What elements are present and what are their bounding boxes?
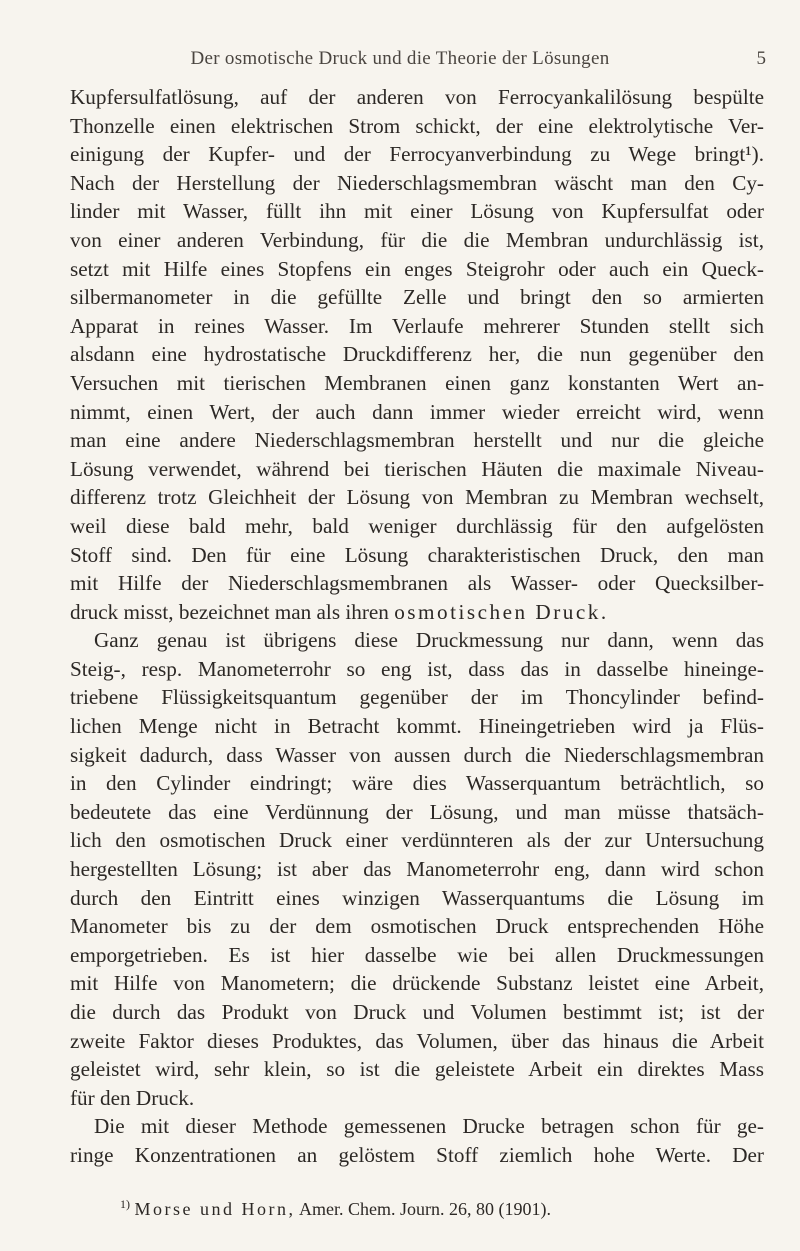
text-line: triebene Flüssigkeitsquantum gegenüber der im Thoncylinder befind- — [70, 685, 764, 710]
text-line-last: für den Druck. — [70, 1085, 195, 1110]
paragraph-1 — [70, 83, 764, 626]
footnote-marker: 1) — [120, 1197, 130, 1211]
text-line: von einer anderen Verbindung, für die die Membran undurchlässig ist, — [70, 227, 764, 252]
emphasized-term: osmotischen Druck. — [394, 599, 609, 624]
text-line: mit Hilfe der Niederschlagsmembranen als Wasser- oder Quecksilber- — [70, 571, 764, 596]
text-line: Versuchen mit tierischen Membranen einen ganz konstanten Wert an- — [70, 370, 764, 395]
text-line: silbermanometer in die gefüllte Zelle und bringt den so armierten — [70, 285, 764, 310]
paragraph-3 — [70, 1112, 764, 1169]
text-line: lich den osmotischen Druck einer verdünnteren als der zur Untersuchung — [70, 828, 764, 853]
text-line: durch den Eintritt eines winzigen Wasserquantums die Lösung im — [70, 885, 764, 910]
text-line: Stoff sind. Den für eine Lösung charakteristischen Druck, den man — [70, 542, 764, 567]
text-line: man eine andere Niederschlagsmembran herstellt und nur die gleiche — [70, 428, 764, 453]
footnote-authors: Morse und Horn, — [134, 1199, 296, 1219]
text-line: Lösung verwendet, während bei tierischen Häuten die maximale Niveau- — [70, 456, 764, 481]
text-line: Die mit dieser Methode gemessenen Drucke betragen schon für ge- — [94, 1114, 764, 1139]
text-line: bedeutete das eine Verdünnung der Lösung, und man müsse thatsäch- — [70, 799, 764, 824]
text-line: in den Cylinder eindringt; wäre dies Wasserquantum beträchtlich, so — [70, 771, 764, 796]
text-line: mit Hilfe von Manometern; die drückende Substanz leistet eine Arbeit, — [70, 971, 764, 996]
text-line-prefix: druck misst, bezeichnet man als ihren — [70, 599, 395, 624]
text-line: Thonzelle einen elektrischen Strom schickt, der eine elektrolytische Ver- — [70, 113, 764, 138]
running-header — [0, 48, 800, 78]
text-line: nimmt, einen Wert, der auch dann immer wieder erreicht wird, wenn — [70, 399, 764, 424]
body-text — [70, 83, 764, 1170]
text-line: Apparat in reines Wasser. Im Verlaufe mehrerer Stunden stellt sich — [70, 313, 764, 338]
text-line: linder mit Wasser, füllt ihn mit einer Lösung von Kupfersulfat oder — [70, 199, 764, 224]
text-line: setzt mit Hilfe eines Stopfens ein enges Steigrohr oder auch ein Queck- — [70, 256, 764, 281]
text-line: Ganz genau ist übrigens diese Druckmessung nur dann, wenn das — [94, 628, 764, 653]
paragraph-2 — [70, 626, 764, 1112]
text-line: einigung der Kupfer- und der Ferrocyanverbindung zu Wege bringt¹). — [70, 142, 764, 167]
text-line: geleistet wird, sehr klein, so ist die geleistete Arbeit ein direktes Mass — [70, 1057, 764, 1082]
text-line: differenz trotz Gleichheit der Lösung von Membran zu Membran wechselt, — [70, 485, 764, 510]
text-line: Steig-, resp. Manometerrohr so eng ist, dass das in dasselbe hineinge- — [70, 656, 764, 681]
footnote-citation: Amer. Chem. Journ. 26, 80 (1901). — [299, 1199, 551, 1219]
text-line: ringe Konzentrationen an gelöstem Stoff ziemlich hohe Werte. Der — [70, 1142, 764, 1167]
text-line: Kupfersulfatlösung, auf der anderen von Ferrocyankalilösung bespülte — [70, 85, 764, 109]
text-line: Nach der Herstellung der Niederschlagsmembran wäscht man den Cy- — [70, 170, 764, 195]
text-line-last — [70, 598, 764, 627]
text-line: weil diese bald mehr, bald weniger durchlässig für den aufgelösten — [70, 513, 764, 538]
text-line: lichen Menge nicht in Betracht kommt. Hineingetrieben wird ja Flüs- — [70, 714, 764, 739]
text-line: zweite Faktor dieses Produktes, das Volumen, über das hinaus die Arbeit — [70, 1028, 764, 1053]
running-title: Der osmotische Druck und die Theorie der Lösungen — [190, 48, 610, 69]
text-line: Manometer bis zu der dem osmotischen Druck entsprechenden Höhe — [70, 914, 764, 939]
text-line: emporgetrieben. Es ist hier dasselbe wie bei allen Druckmessungen — [70, 942, 764, 967]
text-line: sigkeit dadurch, dass Wasser von aussen durch die Niederschlagsmembran — [70, 742, 764, 767]
footnote — [120, 1197, 551, 1220]
text-line: hergestellten Lösung; ist aber das Manometerrohr eng, dann wird schon — [70, 857, 764, 882]
text-line: die durch das Produkt von Druck und Volumen bestimmt ist; ist der — [70, 1000, 764, 1024]
page-number: 5 — [756, 48, 766, 69]
text-line: alsdann eine hydrostatische Druckdifferenz her, die nun gegenüber den — [70, 342, 764, 367]
